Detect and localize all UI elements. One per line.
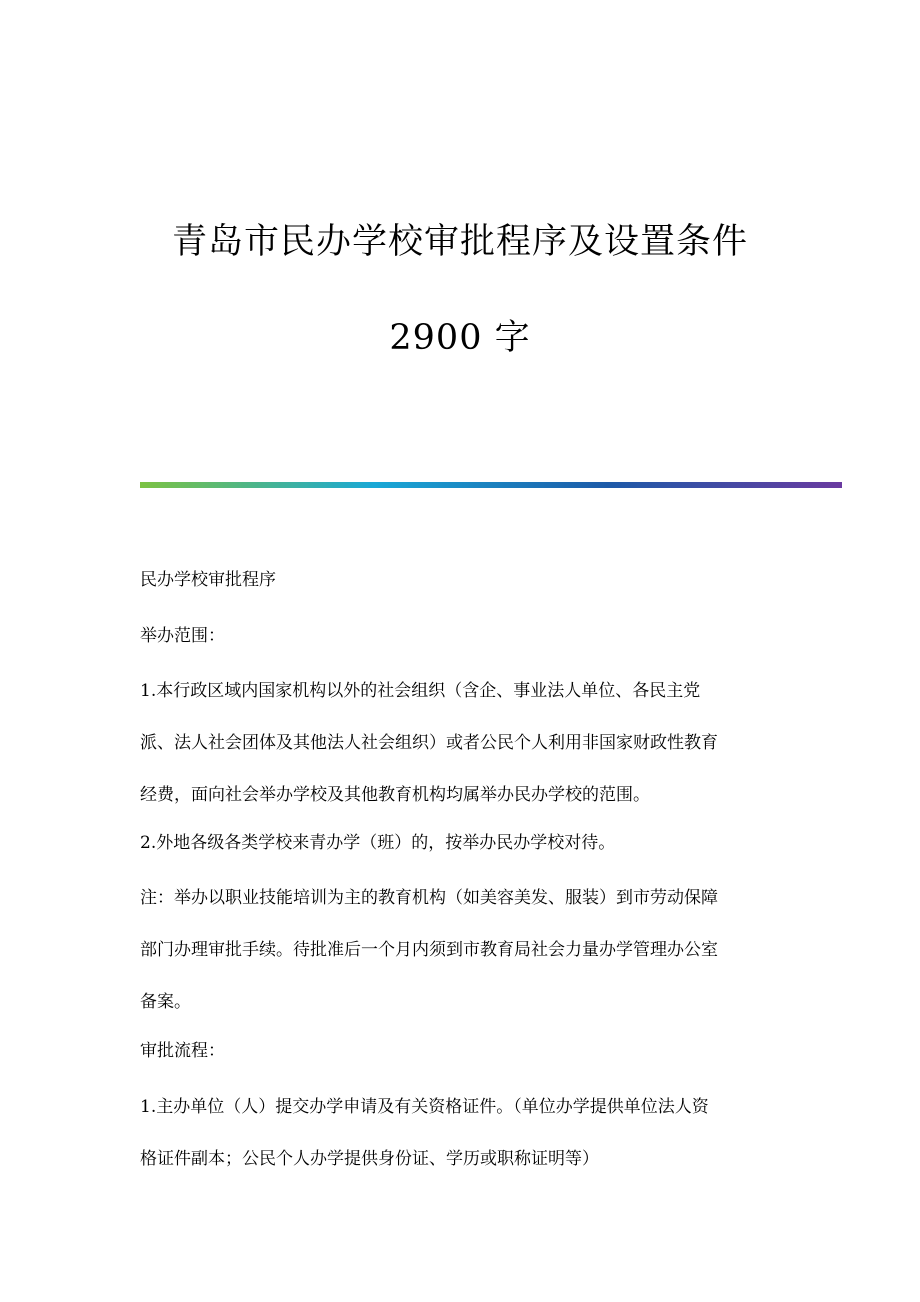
paragraph-line: 2.外地各级各类学校来青办学（班）的，按举办民办学校对待。	[140, 833, 616, 853]
paragraph-line: 民办学校审批程序	[140, 570, 276, 590]
paragraph-line: 部门办理审批手续。待批准后一个月内须到市教育局社会力量办学管理办公室	[140, 940, 718, 960]
paragraph-line: 审批流程：	[140, 1041, 225, 1061]
document-title: 青岛市民办学校审批程序及设置条件	[171, 222, 748, 262]
paragraph-line: 备案。	[140, 992, 191, 1012]
paragraph	[140, 888, 780, 1012]
gradient-divider	[140, 482, 842, 488]
paragraph-line: 派、法人社会团体及其他法人社会组织）或者公民个人利用非国家财政性教育	[140, 733, 718, 753]
paragraph-line: 格证件副本；公民个人办学提供身份证、学历或职称证明等）	[140, 1149, 599, 1169]
paragraph	[140, 1097, 780, 1169]
paragraph-line: 经费，面向社会举办学校及其他教育机构均属举办民办学校的范围。	[140, 785, 650, 805]
paragraph-line: 1.本行政区域内国家机构以外的社会组织（含企、事业法人单位、各民主党	[140, 681, 701, 701]
paragraph-heading	[140, 570, 780, 590]
paragraph-heading	[140, 626, 780, 646]
document-title-word-count: 2900 字	[389, 318, 531, 358]
paragraph	[140, 681, 780, 805]
paragraph-line: 举办范围：	[140, 626, 225, 646]
paragraph-line: 1.主办单位（人）提交办学申请及有关资格证件。（单位办学提供单位法人资	[140, 1097, 709, 1117]
paragraph-line: 注：举办以职业技能培训为主的教育机构（如美容美发、服装）到市劳动保障	[140, 888, 718, 908]
paragraph	[140, 833, 780, 853]
paragraph-heading	[140, 1041, 780, 1061]
